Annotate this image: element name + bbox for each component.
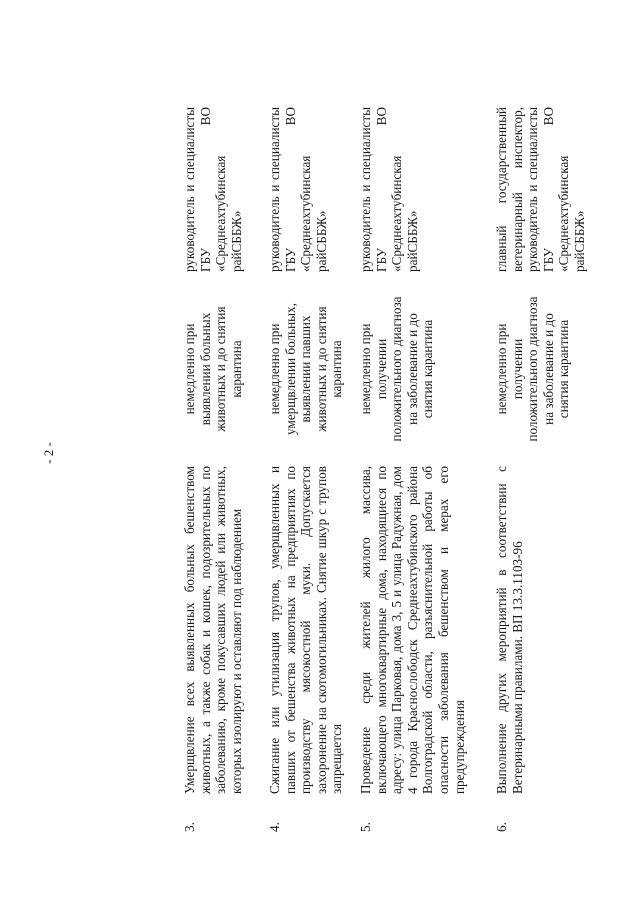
page-number: - 2 - <box>40 442 56 464</box>
measure-deadline: немедленно при умерщвлении больных, выявлении павших животных и до снятия карантина <box>267 303 345 435</box>
measure-responsible: руководитель и специалисты ГБУ ВО «Среднеахтубинская райСББЖ» <box>182 107 244 272</box>
measure-deadline: немедленно при получении положительного диагноза на заболевание и до снятия карантина <box>358 296 436 442</box>
row-number: 3. <box>182 822 197 832</box>
measure-description: Сжигание или утилизация трупов, умерщвленных и павших от бешенства животных на предприятиях по производству мясокостной муки. Допускается захоронение на скотомогильниках. Снятие шкур с трупов запрещается <box>267 466 345 794</box>
row-number: 6. <box>494 822 509 832</box>
measure-description: Проведение среди жителей жилого массива, включающего многоквартирные дома, находящиеся по адресу: улица Парковая, дома 3, 5 и улица Радужная, дом 4 города Краснослободск Среднеахтубинского района Волгоградской области, разъяснительной работы об опасности заболевания бешенством и мерах его предупреждения <box>358 466 467 794</box>
measures-table <box>100 22 587 882</box>
measure-responsible: руководитель и специалисты ГБУ ВО «Среднеахтубинская райСББЖ» <box>358 107 420 272</box>
row-number: 5. <box>358 822 373 832</box>
measure-description: Умерщвление всех выявленных больных бешенством животных, а также собак и кошек, подозрительных по заболеванию, кроме покусавших людей или животных, которых изолируют и оставляют под наблюдением <box>182 466 244 794</box>
measure-deadline: немедленно при выявлении больных животных и до снятия карантина <box>182 306 244 432</box>
row-number: 4. <box>267 822 282 832</box>
measure-deadline: немедленно при получении положительного диагноза на заболевание и до снятия карантина <box>494 296 572 442</box>
measure-responsible: руководитель и специалисты ГБУ ВО «Среднеахтубинская райСББЖ» <box>267 107 329 272</box>
measure-responsible: главный государственный ветеринарный инспектор, руководитель и специалисты ГБУ ВО «Среднеахтубинская райСББЖ» <box>494 107 587 272</box>
measure-description: Выполнение других мероприятий в соответствии с Ветеринарными правилами. ВП 13.3.1103-96 <box>494 466 525 794</box>
